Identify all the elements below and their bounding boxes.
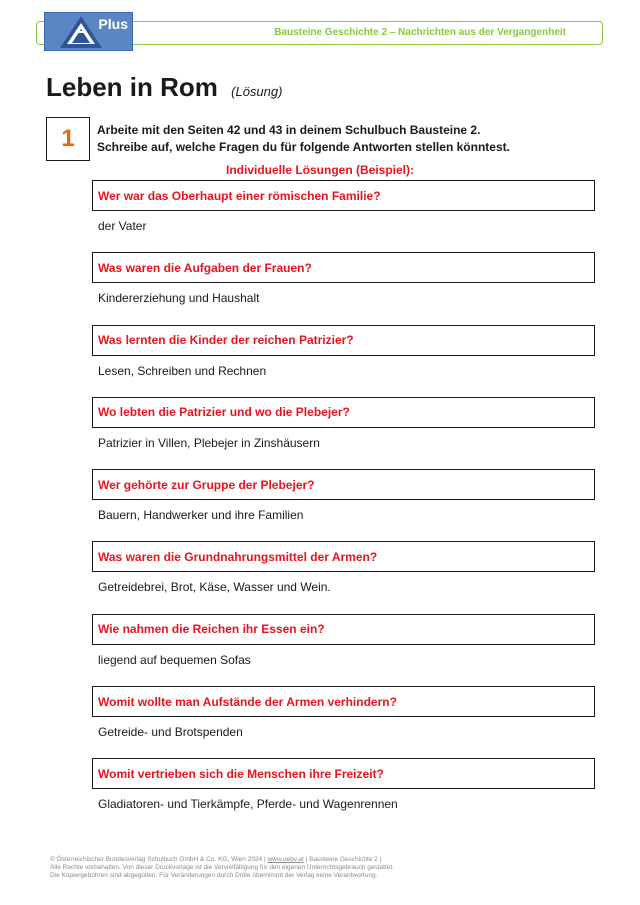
task-number: 1 bbox=[61, 125, 75, 152]
answer-text: Gladiatoren- und Tierkämpfe, Pferde- und Wagenrennen bbox=[98, 797, 398, 812]
qa-list bbox=[92, 180, 595, 831]
question-box: Womit vertrieben sich die Menschen ihre Freizeit? bbox=[92, 758, 595, 789]
task-instruction bbox=[97, 122, 597, 156]
qa-item bbox=[92, 686, 595, 758]
footer-series: | Bausteine Geschichte 2 | bbox=[303, 856, 382, 863]
answer-text: Bauern, Handwerker und ihre Familien bbox=[98, 508, 304, 523]
publisher-link[interactable]: www.oebv.at bbox=[267, 856, 304, 863]
answer-text: der Vater bbox=[98, 219, 147, 233]
qa-item bbox=[92, 541, 595, 613]
footer-copyright: © Österreichischer Bundesverlag Schulbuch GmbH & Co. KG, Wien 2024 | bbox=[50, 856, 268, 863]
footer-line-3: Die Kopiergebühren sind abgegolten. Für Veränderungen durch Dritte übernimmt der Verlag keine Verantwortung. bbox=[50, 872, 378, 880]
instruction-line-1: Arbeite mit den Seiten 42 und 43 in deinem Schulbuch Bausteine 2. bbox=[97, 123, 481, 137]
page-subtitle: (Lösung) bbox=[231, 84, 283, 99]
qa-item bbox=[92, 614, 595, 686]
question-box: Was waren die Grundnahrungsmittel der Armen? bbox=[92, 541, 595, 572]
qa-item bbox=[92, 252, 595, 324]
qa-item bbox=[92, 180, 595, 252]
logo-text: Plus bbox=[98, 16, 128, 32]
answer-text: liegend auf bequemen Sofas bbox=[98, 652, 251, 667]
answer-text: Kindererziehung und Haushalt bbox=[98, 291, 260, 306]
question-box: Was waren die Aufgaben der Frauen? bbox=[92, 252, 595, 283]
qa-item bbox=[92, 758, 595, 830]
question-box: Womit wollte man Aufstände der Armen verhindern? bbox=[92, 686, 595, 717]
question-box: Was lernten die Kinder der reichen Patrizier? bbox=[92, 325, 595, 356]
series-title: Bausteine Geschichte 2 – Nachrichten aus der Vergangenheit bbox=[274, 27, 566, 38]
page-title-text: Leben in Rom bbox=[46, 72, 218, 102]
task-number-box bbox=[46, 117, 90, 161]
answer-text: Patrizier in Villen, Plebejer in Zinshäusern bbox=[98, 435, 320, 450]
question-box: Wo lebten die Patrizier und wo die Plebejer? bbox=[92, 397, 595, 428]
footer bbox=[50, 856, 610, 881]
qa-item bbox=[92, 469, 595, 541]
qa-item bbox=[92, 325, 595, 397]
page-title bbox=[46, 72, 282, 103]
answer-text: Getreidebrei, Brot, Käse, Wasser und Wein. bbox=[98, 580, 331, 595]
question-box: Wie nahmen die Reichen ihr Essen ein? bbox=[92, 614, 595, 645]
footer-line-1 bbox=[50, 856, 610, 864]
triangle-logo-icon bbox=[59, 15, 103, 49]
publisher-logo bbox=[44, 12, 133, 51]
question-box: Wer gehörte zur Gruppe der Plebejer? bbox=[92, 469, 595, 500]
qa-item bbox=[92, 397, 595, 469]
answer-text: Getreide- und Brotspenden bbox=[98, 725, 243, 740]
instruction-line-2: Schreibe auf, welche Fragen du für folgende Antworten stellen könntest. bbox=[97, 140, 510, 154]
solutions-heading: Individuelle Lösungen (Beispiel): bbox=[225, 163, 414, 177]
footer-line-2: Alle Rechte vorbehalten. Von dieser Druckvorlage ist die Vervielfältigung für den eigenen Unterrichtsgebrauch gestattet. bbox=[50, 864, 394, 872]
question-box: Wer war das Oberhaupt einer römischen Familie? bbox=[92, 180, 595, 211]
answer-text: Lesen, Schreiben und Rechnen bbox=[98, 363, 267, 378]
